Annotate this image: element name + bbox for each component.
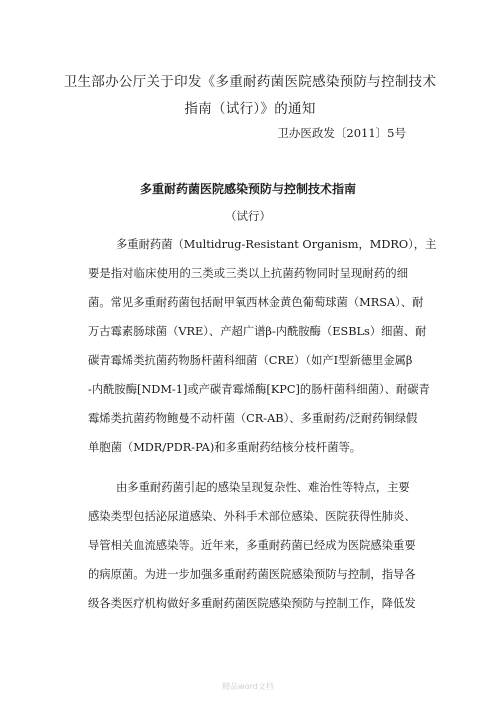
section-title: 多重耐药菌医院感染预防与控制技术指南 xyxy=(139,182,356,196)
paragraph-line: 级各类医疗机构做好多重耐药菌医院感染预防与控制工作，降低发 xyxy=(88,597,416,610)
document-title-line-1: 卫生部办公厅关于印发《多重耐药菌医院感染预防与控制技术 xyxy=(63,74,437,90)
paragraph-line: -内酰胺酶[NDM-1]或产碳青霉烯酶[KPC]的肠杆菌科细菌）、耐碳青 xyxy=(88,383,430,396)
paragraph-line: 要是指对临床使用的三类或三类以上抗菌药物同时呈现耐药的细 xyxy=(88,267,408,280)
section-subtitle: （试行） xyxy=(225,209,271,223)
paragraph-line: 万古霉素肠球菌（VRE）、产超广谱β-内酰胺酶（ESBLs）细菌、耐 xyxy=(88,325,427,338)
paragraph-line: 霉烯类抗菌药物鲍曼不动杆菌（CR-AB）、多重耐药/泛耐药铜绿假 xyxy=(88,412,418,425)
document-number: 卫办医政发〔2011〕5号 xyxy=(277,126,406,140)
paragraph-line: 菌。常见多重耐药菌包括耐甲氧西林金黄色葡萄球菌（MRSA）、耐 xyxy=(88,296,424,309)
watermark: 精品word文档 xyxy=(222,682,274,691)
paragraph-line: 导管相关血流感染等。近年来，多重耐药菌已经成为医院感染重要 xyxy=(88,539,416,552)
paragraph-line: 单胞菌（MDR/PDR-PA)和多重耐药结核分枝杆菌等。 xyxy=(88,441,362,454)
paragraph-line: 由多重耐药菌引起的感染呈现复杂性、难治性等特点，主要 xyxy=(116,481,410,494)
paragraph-line: 多重耐药菌（Multidrug-Resistant Organism，MDRO），主 xyxy=(116,238,437,251)
paragraph-line: 的病原菌。为进一步加强多重耐药菌医院感染预防与控制，指导各 xyxy=(88,568,416,581)
paragraph-line: 碳青霉烯类抗菌药物肠杆菌科细菌（CRE）（如产Ⅰ型新德里金属β xyxy=(88,354,413,367)
paragraph-line: 感染类型包括泌尿道感染、外科手术部位感染、医院获得性肺炎、 xyxy=(88,510,416,523)
document-title-line-2: 指南（试行）》的通知 xyxy=(184,101,316,117)
